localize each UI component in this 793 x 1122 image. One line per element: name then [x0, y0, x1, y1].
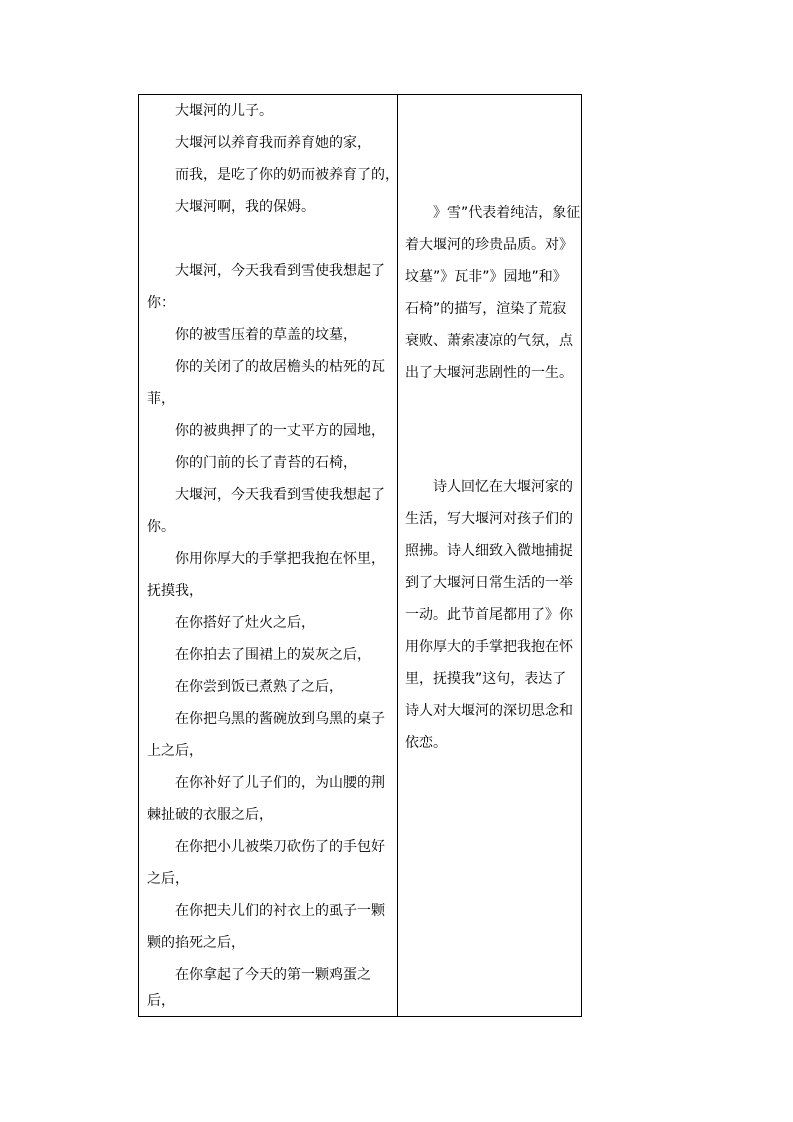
poem-line: 在你把夫儿们的衬衣上的虱子一颗 [147, 903, 385, 919]
poem-line: 大堰河，今天我看到雪使我想起了 [147, 263, 385, 279]
note-line: 诗人回忆在大堰河家的 [405, 479, 573, 495]
poem-line: 在你补好了儿子们的，为山腰的荆 [147, 775, 385, 791]
poem-line: 在你拍去了围裙上的炭灰之后， [147, 647, 371, 663]
poem-line: 你的被雪压着的草盖的坟墓， [147, 327, 357, 343]
note-line: 出了大堰河悲剧性的一生。 [405, 365, 573, 381]
note-line: 一动。此节首尾都用了》你 [405, 607, 573, 623]
note-line: 坟墓”》瓦非”》园地”和》 [405, 269, 567, 285]
poem-line: 菲， [147, 391, 175, 407]
note-line: 照拂。诗人细致入微地捕捉 [405, 543, 573, 559]
note-line: 着大堰河的珍贵品质。对》 [405, 237, 573, 253]
poem-line: 你用你厚大的手掌把我抱在怀里， [147, 551, 385, 567]
poem-line: 你的关闭了的故居檐头的枯死的瓦 [147, 359, 385, 375]
poem-line: 你。 [147, 519, 175, 535]
note-line: 衰败、萧索凄凉的气氛，点 [405, 333, 573, 349]
poem-line: 后， [147, 993, 175, 1009]
poem-line: 你的门前的长了青苔的石椅， [147, 455, 357, 471]
poem-line: 你的被典押了的一丈平方的园地， [147, 423, 385, 439]
poem-line: 在你把乌黑的酱碗放到乌黑的桌子 [147, 711, 385, 727]
poem-analysis-table [138, 94, 582, 1017]
note-line: 用你厚大的手掌把我抱在怀 [405, 639, 573, 655]
poem-line: 大堰河，今天我看到雪使我想起了 [147, 487, 385, 503]
poem-line: 在你把小儿被柴刀砍伤了的手包好 [147, 839, 385, 855]
poem-line: 大堰河以养育我而养育她的家， [147, 135, 371, 151]
poem-line: 而我，是吃了你的奶而被养育了的， [147, 167, 399, 183]
poem-line: 颗的掐死之后， [147, 935, 245, 951]
note-line: 诗人对大堰河的深切思念和 [405, 703, 573, 719]
poem-line: 抚摸我， [147, 583, 203, 599]
poem-line: 在你尝到饭已煮熟了之后， [147, 679, 343, 695]
poem-line: 在你拿起了今天的第一颗鸡蛋之 [147, 967, 371, 983]
poem-line: 大堰河啊，我的保姆。 [147, 199, 315, 215]
poem-line: 之后， [147, 871, 189, 887]
note-line: 依恋。 [405, 735, 447, 751]
poem-line: 大堰河的儿子。 [147, 103, 273, 119]
note-line: 到了大堰河日常生活的一举 [405, 575, 573, 591]
column-divider [397, 95, 398, 1016]
poem-line: 你： [147, 295, 175, 311]
note-line: 石椅”的描写，渲染了荒寂 [405, 301, 567, 317]
note-line: 》雪”代表着纯洁，象征 [405, 205, 581, 221]
note-line: 里，抚摸我”这句，表达了 [405, 671, 567, 687]
poem-line: 在你搭好了灶火之后， [147, 615, 315, 631]
poem-line: 上之后， [147, 743, 203, 759]
note-line: 生活，写大堰河对孩子们的 [405, 511, 573, 527]
poem-line: 棘扯破的衣服之后， [147, 807, 273, 823]
